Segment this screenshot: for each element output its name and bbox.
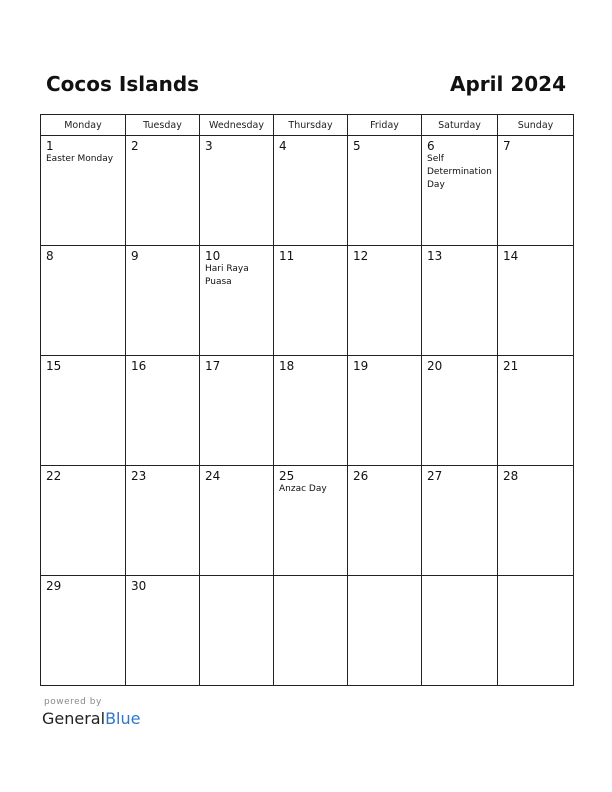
- day-number: 27: [427, 469, 443, 483]
- day-number: 5: [353, 139, 361, 153]
- day-cell: [41, 576, 126, 686]
- day-cell: [422, 576, 498, 686]
- day-number: 2: [131, 139, 139, 153]
- powered-by-text: powered by: [44, 697, 102, 707]
- day-number: 10: [205, 249, 221, 263]
- day-cell: [498, 356, 574, 466]
- day-cell: [498, 466, 574, 576]
- day-number: 3: [205, 139, 213, 153]
- day-cell: [274, 356, 348, 466]
- day-number: 22: [46, 469, 62, 483]
- weekday-header: Tuesday: [126, 115, 200, 136]
- day-number: 6: [427, 139, 435, 153]
- calendar-location-title: Cocos Islands: [46, 72, 200, 96]
- day-cell: [200, 466, 274, 576]
- day-cell: [41, 136, 126, 246]
- holiday-label: Easter Monday: [46, 154, 114, 164]
- day-cell: [348, 466, 422, 576]
- day-cell: [422, 466, 498, 576]
- weekday-header: Friday: [348, 115, 422, 136]
- day-number: 12: [353, 249, 369, 263]
- day-cell: [274, 246, 348, 356]
- logo-text-blue: Blue: [105, 709, 141, 728]
- day-cell: [348, 576, 422, 686]
- day-number: [422, 576, 497, 579]
- weekday-header: Monday: [41, 115, 126, 136]
- day-number: 8: [46, 249, 54, 263]
- day-number: 23: [131, 469, 147, 483]
- day-cell: [200, 246, 274, 356]
- day-number: 4: [279, 139, 287, 153]
- day-cell: [422, 136, 498, 246]
- day-number: 29: [46, 579, 62, 593]
- weekday-header: Sunday: [498, 115, 574, 136]
- weekday-header-row: [41, 115, 574, 136]
- day-cell: [126, 136, 200, 246]
- day-number: 15: [46, 359, 62, 373]
- day-number: 19: [353, 359, 369, 373]
- day-number: 9: [131, 249, 139, 263]
- day-cell: [41, 466, 126, 576]
- day-cell: [422, 246, 498, 356]
- day-number: 1: [46, 139, 54, 153]
- day-cell: [126, 576, 200, 686]
- generalblue-footer[interactable]: [42, 697, 140, 729]
- day-cell: [498, 576, 574, 686]
- day-number: 21: [503, 359, 519, 373]
- weekday-header: Wednesday: [200, 115, 274, 136]
- day-cell: [126, 466, 200, 576]
- calendar-grid: [40, 114, 574, 686]
- weekday-header: Thursday: [274, 115, 348, 136]
- day-number: [200, 576, 273, 579]
- day-cell: [274, 466, 348, 576]
- day-number: 14: [503, 249, 519, 263]
- logo-text-general: General: [42, 709, 106, 728]
- day-number: 30: [131, 579, 147, 593]
- day-number: 25: [279, 469, 295, 483]
- holiday-label: Hari Raya Puasa: [205, 264, 249, 287]
- day-number: 13: [427, 249, 443, 263]
- day-cell: [126, 246, 200, 356]
- day-number: 16: [131, 359, 147, 373]
- weekday-header: Saturday: [422, 115, 498, 136]
- day-cell: [274, 576, 348, 686]
- day-cell: [348, 136, 422, 246]
- day-cell: [41, 246, 126, 356]
- week-row: [41, 466, 574, 576]
- day-number: 18: [279, 359, 295, 373]
- day-number: [348, 576, 421, 579]
- day-number: 7: [503, 139, 511, 153]
- day-cell: [422, 356, 498, 466]
- day-cell: [200, 576, 274, 686]
- day-number: 17: [205, 359, 221, 373]
- day-cell: [41, 356, 126, 466]
- day-number: 26: [353, 469, 369, 483]
- week-row: [41, 356, 574, 466]
- day-cell: [348, 246, 422, 356]
- day-number: 28: [503, 469, 519, 483]
- week-row: [41, 136, 574, 246]
- day-cell: [126, 356, 200, 466]
- day-cell: [200, 356, 274, 466]
- generalblue-logo[interactable]: [42, 709, 140, 729]
- day-cell: [498, 246, 574, 356]
- day-number: 24: [205, 469, 221, 483]
- day-number: 11: [279, 249, 295, 263]
- holiday-label: Anzac Day: [279, 484, 327, 494]
- holiday-label: Self Determination Day: [427, 154, 492, 190]
- day-number: [274, 576, 347, 579]
- day-cell: [274, 136, 348, 246]
- calendar-month-title: April 2024: [450, 72, 566, 96]
- day-cell: [200, 136, 274, 246]
- day-cell: [348, 356, 422, 466]
- week-row: [41, 576, 574, 686]
- day-number: [498, 576, 573, 579]
- day-cell: [498, 136, 574, 246]
- day-number: 20: [427, 359, 443, 373]
- week-row: [41, 246, 574, 356]
